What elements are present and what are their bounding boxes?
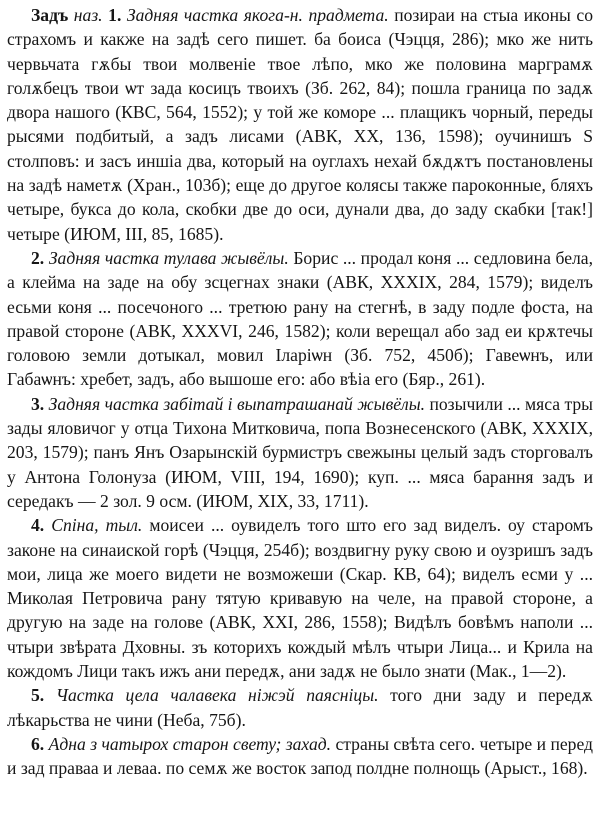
- sense-citations: Борис ... продал коня ... седловина бела, а клейма на заде на обу зсцегнах знаки (АВК, XXXIX, 284, 1579); виделъ есьми коня ... посечоного ... третюю рану на стегнѣ, в заду подле фоста, на правой стороне (АВК, XXXVI, 246, 1582); коли верещал або зад еи крѫтечы головою земли дотыкал, мовил Іларіѡн (Зб. 752, 450б); Гавеѡнъ, или Габаѡнъ: хребет, задъ, або вышоше его: або вѣіа его (Бяр., 261).: [7, 247, 593, 390]
- headword: Задъ: [31, 5, 69, 25]
- sense-2: [7, 246, 593, 392]
- sense-number: 1.: [108, 5, 122, 25]
- sense-1: [7, 3, 593, 246]
- sense-definition: Частка цела чалавека ніжэй паясніцы.: [55, 685, 379, 706]
- sense-definition: Задняя частка тулава жывёлы.: [48, 247, 289, 268]
- sense-definition: Задняя частка забітай і выпатрашанай жывёлы.: [48, 393, 426, 414]
- sense-definition: Адна з чатырох старон свету; захад.: [48, 733, 332, 754]
- sense-definition: Задняя частка якога-н. прадмета.: [126, 5, 389, 25]
- sense-number: 6.: [31, 733, 45, 754]
- sense-citations: позираи на стыа иконы со страхомъ и какже на задѣ сего пишет. ба боиса (Чэцця, 286); мко же нить червьчата гѫбы твои молвеніе твое лѣпо, мко же половина марграмѫ голѫбецъ твои ѡт зада косицъ твоихъ (Зб. 262, 84); пошла граница по задѫ двора нашого (КВС, 564, 1552); у той же коморе ... плащикъ чорный, переды рысями подбитый, а задъ лисами (АВК, XX, 136, 1598); оучинишъ Ѕ столповъ: и засъ иншіа два, который на оуглахъ нехай бѫдѫтъ постановлены на задѣ наметѫ (Хран., 103б); еще до другое колясы также пароконные, бляхъ четыре, букса до кола, скобки две до оси, дунали два, до заду скабки [так!] четыре (ИЮМ, III, 85, 1685).: [7, 5, 594, 244]
- sense-number: 2.: [31, 247, 45, 268]
- sense-citations: страны свѣта сего. четыре и перед и зад праваа и леваа. по семѫ же восток запод полдне полнощь (Арыст., 168).: [7, 733, 593, 779]
- sense-6: [7, 732, 593, 781]
- sense-5: [7, 683, 593, 732]
- sense-citations: позычили ... мяса тры зады яловичог у отца Тихона Митковича, попа Вознесенского (АВК, XXXIX, 203, 1579); панъ Янъ Озарынскій бурмистръ свежыны целый задъ сторговалъ у Антона Голонуза (ИЮМ, VIII, 194, 1690); куп. ... мяса барання задъ и середакъ — 2 зол. 9 осм. (ИЮМ, XIX, 33, 1711).: [7, 393, 594, 511]
- part-of-speech: наз.: [73, 5, 103, 25]
- sense-number: 5.: [31, 685, 45, 706]
- sense-3: [7, 392, 593, 513]
- sense-4: [7, 513, 593, 683]
- sense-citations: моисеи ... оувиделъ того што его зад виделъ. оу старомъ законе на синаиской горѣ (Чэцця, 254б); воздвигну руку свою и оузришъ задъ мои, лица же моего видети не возможеши (Скар. КВ, 64); виделъ есми у ... Миколая Петровича рану тятую кривавую на челе, на правой стороне, а другую на заде на голове (АВК, XXI, 286, 1558); Видѣлъ бовѣмъ наполи ... чтыри звѣрата Дховны. зъ которихъ кождый мѣлъ чтыри Лица... и Крила на кождомъ Лици такъ ижъ ани передѫ, ани задѫ не было знати (Мак., 1—2).: [7, 515, 594, 682]
- sense-number: 4.: [31, 515, 45, 536]
- sense-number: 3.: [31, 393, 45, 414]
- sense-definition: Спіна, тыл.: [51, 515, 143, 536]
- sense-citations: того дни заду и передѫ лѣкарьства не чини (Неба, 75б).: [7, 685, 593, 730]
